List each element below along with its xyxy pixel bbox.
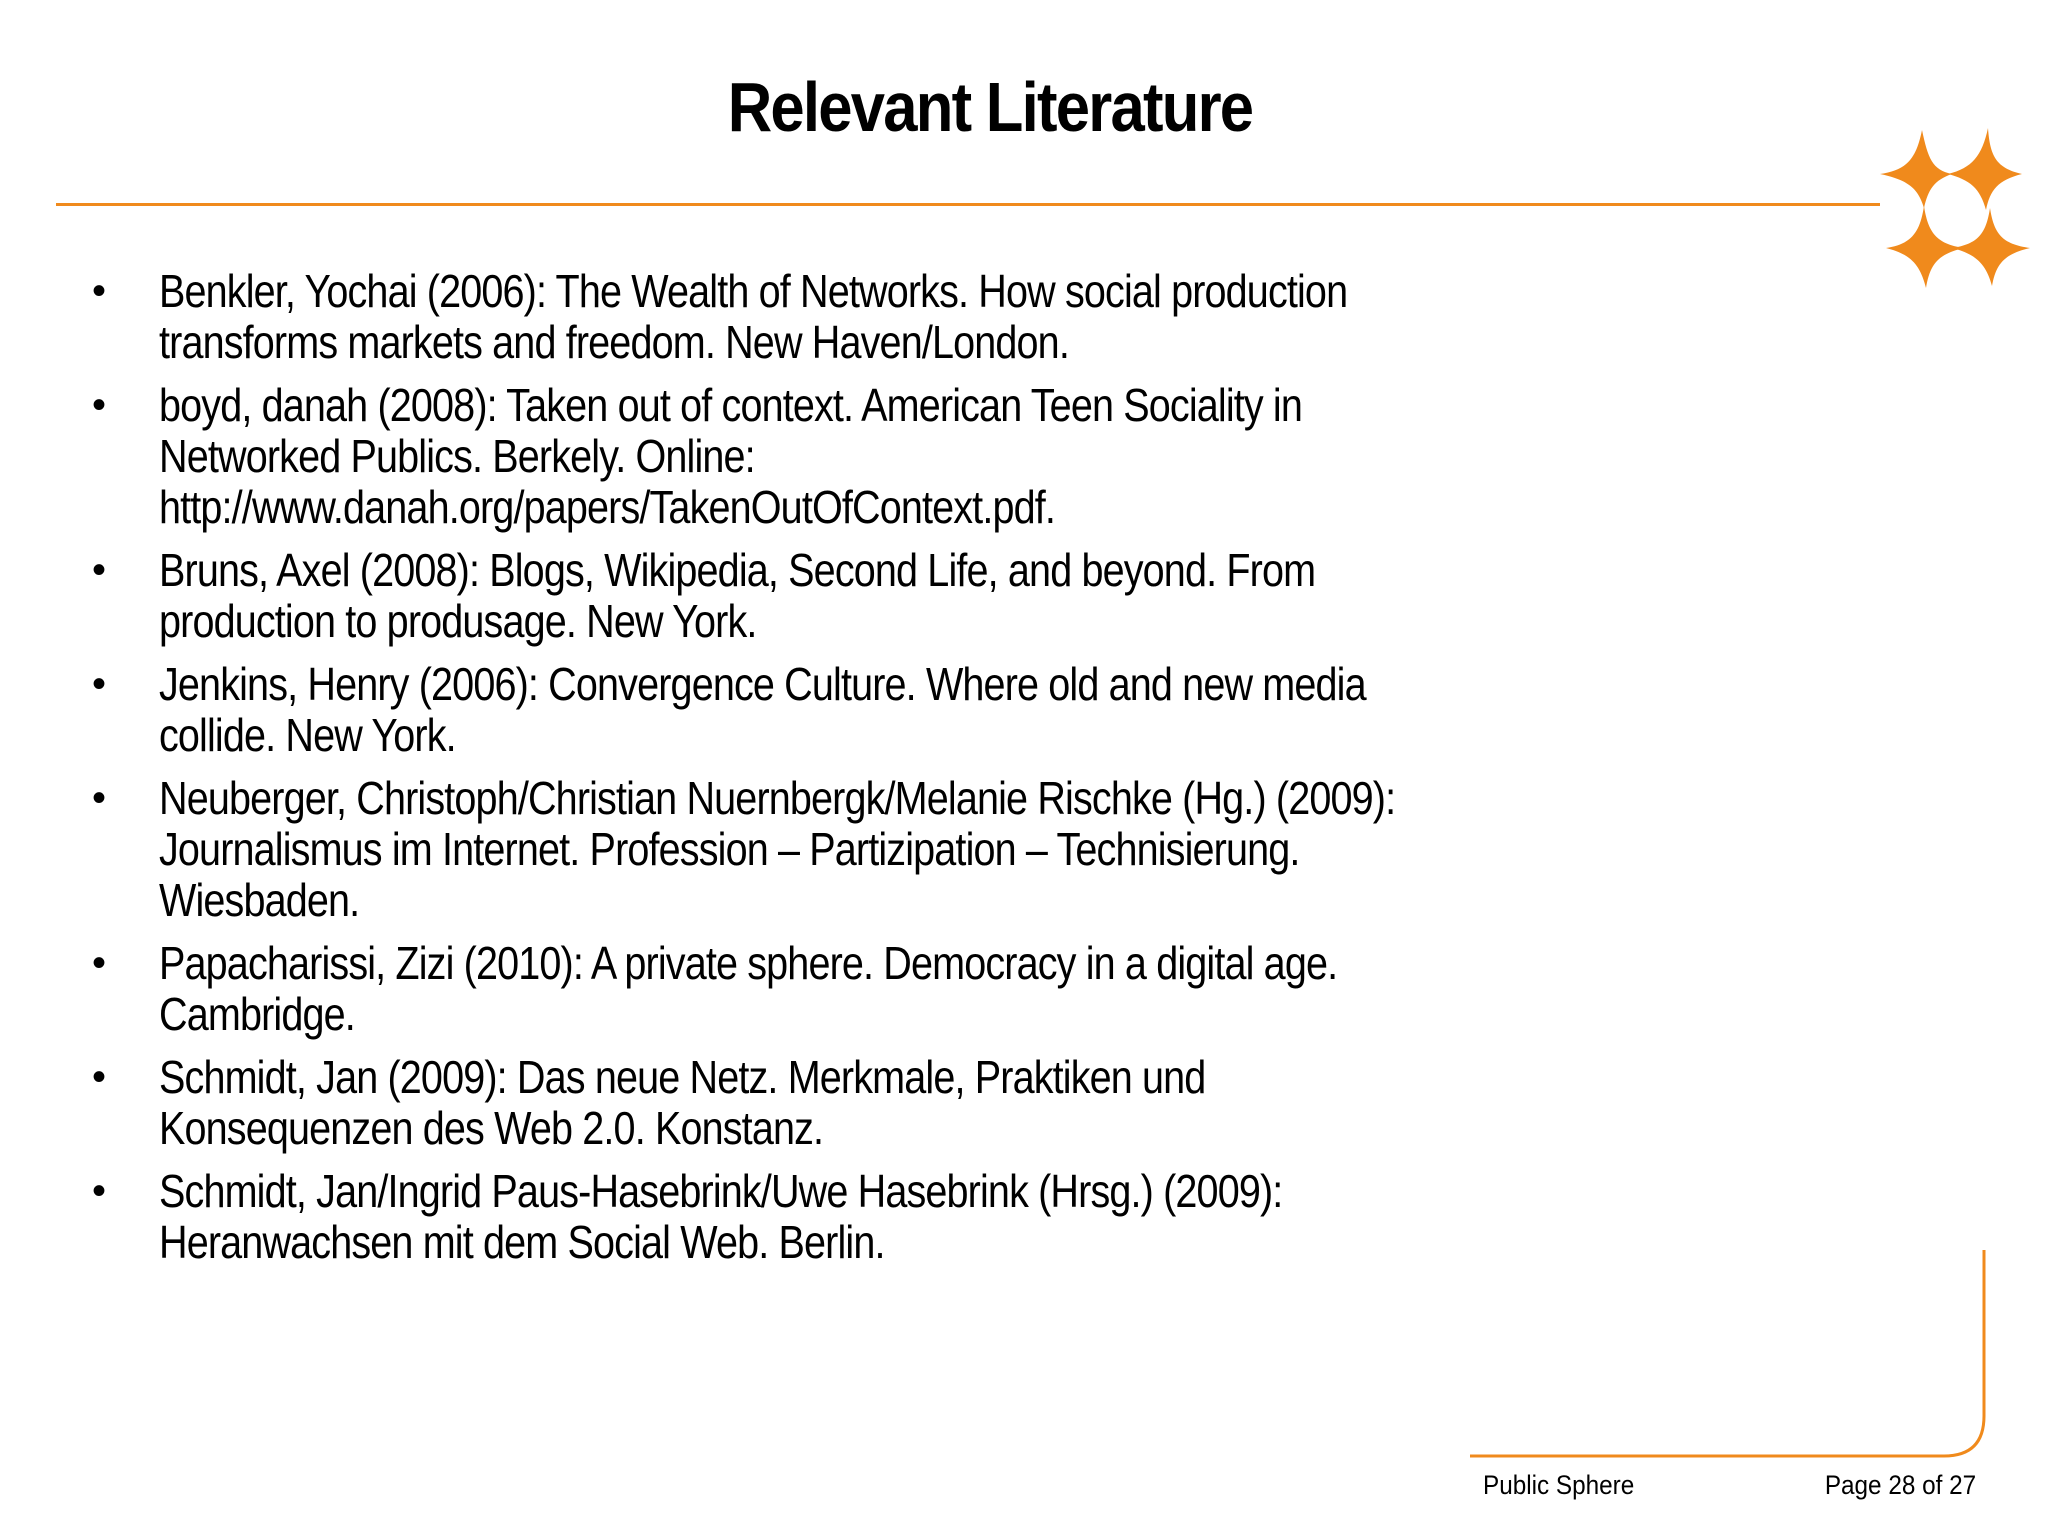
reference-text: Papacharissi, Zizi (2010): A private sphere. Democracy in a digital age. Cambridge. bbox=[159, 937, 1338, 1040]
slide-title: Relevant Literature bbox=[727, 68, 1253, 146]
reference-text: boyd, danah (2008): Taken out of context. American Teen Sociality in Networked Publics. Berkely. Online: http://www.danah.org/papers/TakenOutOfContext.pdf. bbox=[159, 379, 1303, 533]
list-item bbox=[92, 773, 2042, 926]
bullet-icon: • bbox=[92, 548, 106, 592]
bullet-icon: • bbox=[92, 662, 106, 706]
list-item bbox=[92, 938, 2042, 1040]
reference-text: Neuberger, Christoph/Christian Nuernbergk/Melanie Rischke (Hg.) (2009): Journalismus im Internet. Profession – Partizipation – Technisierung. Wiesbaden. bbox=[159, 772, 1396, 926]
bullet-icon: • bbox=[92, 941, 106, 985]
reference-text: Schmidt, Jan/Ingrid Paus-Hasebrink/Uwe Hasebrink (Hrsg.) (2009): Heranwachsen mit dem Social Web. Berlin. bbox=[159, 1165, 1283, 1268]
page-number: Page 28 of 27 bbox=[1824, 1470, 1976, 1500]
bullet-icon: • bbox=[92, 269, 106, 313]
reference-text: Bruns, Axel (2008): Blogs, Wikipedia, Second Life, and beyond. From production to produsage. New York. bbox=[159, 544, 1316, 647]
list-item bbox=[92, 545, 2042, 647]
list-item bbox=[92, 1052, 2042, 1154]
bullet-icon: • bbox=[92, 1169, 106, 1213]
reference-text: Schmidt, Jan (2009): Das neue Netz. Merkmale, Praktiken und Konsequenzen des Web 2.0. Konstanz. bbox=[159, 1051, 1206, 1154]
bullet-icon: • bbox=[92, 776, 106, 820]
bullet-icon: • bbox=[92, 383, 106, 427]
list-item bbox=[92, 266, 2042, 368]
footer-label: Public Sphere bbox=[1483, 1470, 1635, 1500]
list-item bbox=[92, 380, 2042, 533]
list-item bbox=[92, 659, 2042, 761]
reference-list bbox=[92, 266, 2042, 1280]
reference-text: Benkler, Yochai (2006): The Wealth of Networks. How social production transforms markets and freedom. New Haven/London. bbox=[159, 265, 1348, 368]
footer-frame-line bbox=[1470, 1250, 1990, 1460]
star-logo-icon bbox=[1872, 128, 2032, 288]
reference-text: Jenkins, Henry (2006): Convergence Culture. Where old and new media collide. New York. bbox=[159, 658, 1366, 761]
bullet-icon: • bbox=[92, 1055, 106, 1099]
title-divider bbox=[56, 203, 1880, 206]
